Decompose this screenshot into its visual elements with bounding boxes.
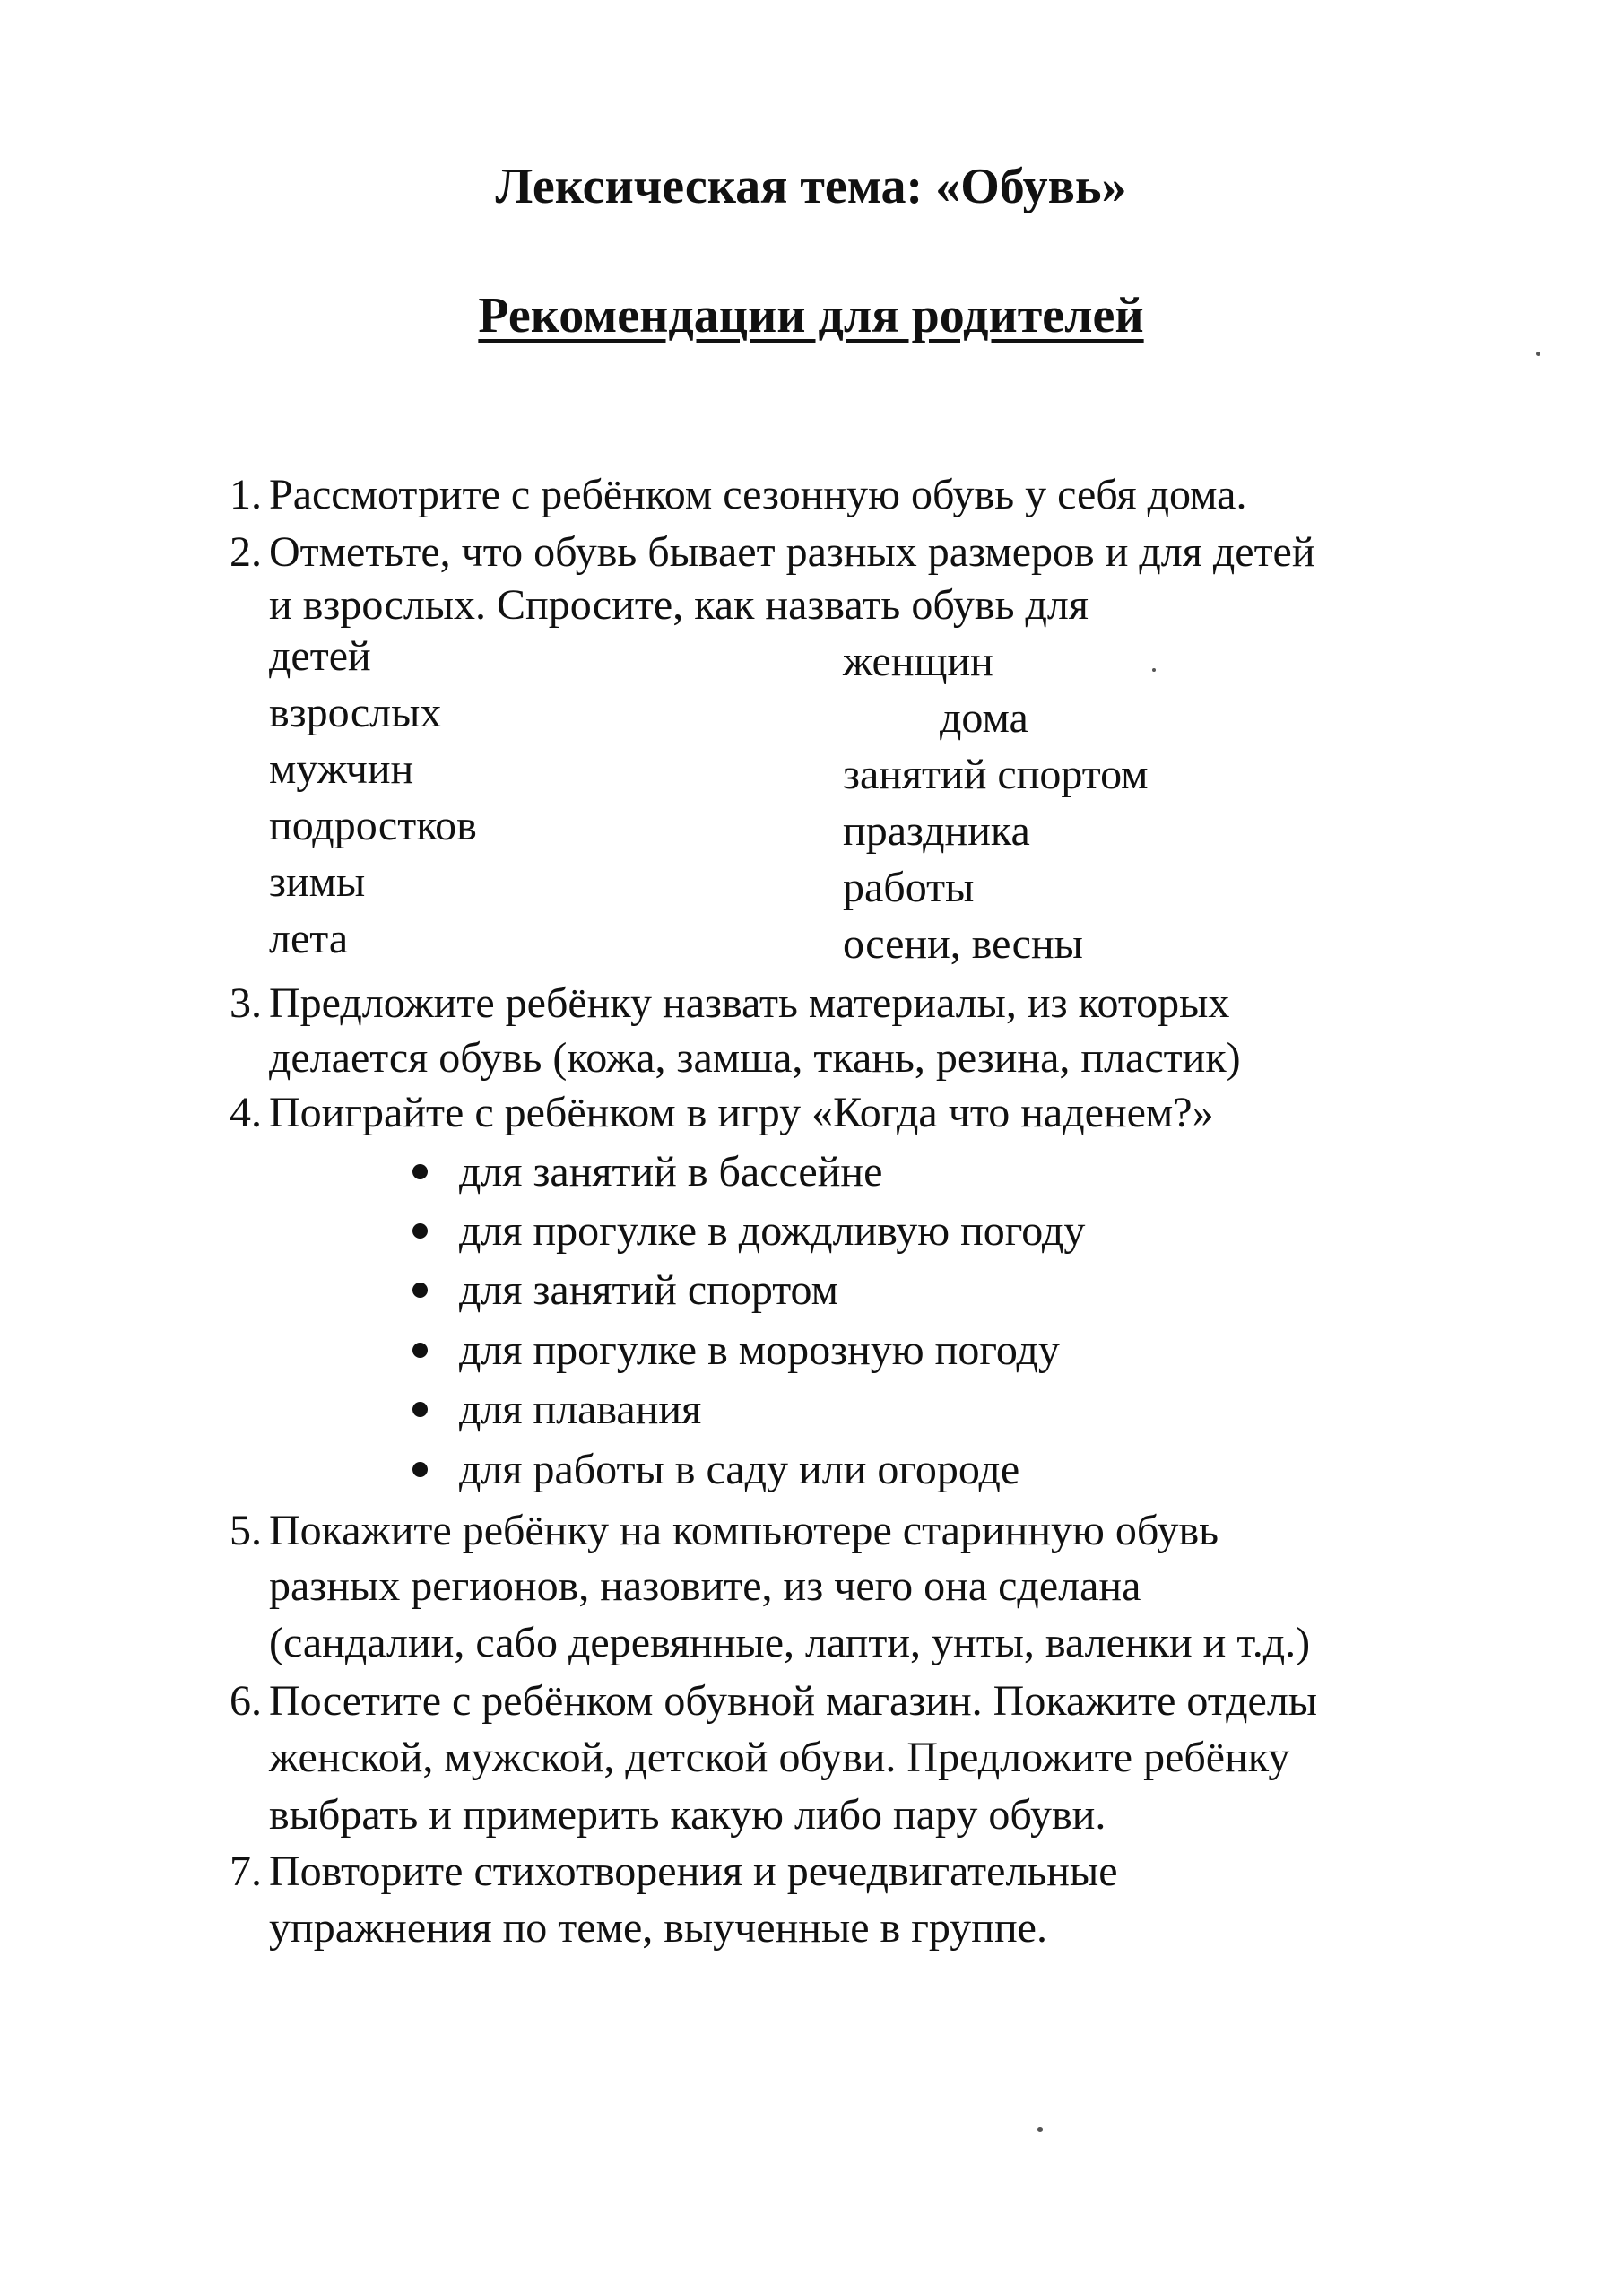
page-subtitle (0, 280, 1622, 352)
item-5-number: 5. (230, 1507, 262, 1554)
bullet-item: для прогулке в дождливую погоду (459, 1207, 1086, 1255)
bullet-item: для прогулке в морозную погоду (459, 1326, 1060, 1374)
item-5-line-2: разных регионов, назовите, из чего она сделана (269, 1562, 1141, 1610)
item-1-number: 1. (230, 471, 262, 518)
bullet-icon (412, 1402, 428, 1417)
right-column-item: женщин (843, 638, 993, 685)
right-column-item: дома (940, 694, 1028, 742)
item-7-number: 7. (230, 1848, 262, 1895)
right-column-item: праздника (843, 807, 1030, 855)
item-7-line-1: Повторите стихотворения и речедвигательные (269, 1848, 1118, 1895)
bullet-item: для плавания (459, 1386, 702, 1433)
left-column-item: детей (269, 632, 371, 680)
left-column-item: зимы (269, 858, 366, 906)
bullet-item: для занятий спортом (459, 1266, 838, 1314)
left-column-item: взрослых (269, 689, 442, 736)
item-4-line-1: Поиграйте с ребёнком в игру «Когда что наденем?» (269, 1089, 1214, 1136)
item-3-line-2: делается обувь (кожа, замша, ткань, резина, пластик) (269, 1034, 1241, 1082)
left-column-item: подростков (269, 802, 477, 849)
bullet-icon (412, 1343, 428, 1358)
left-column-item: лета (269, 915, 349, 962)
page-title: Лексическая тема: «Обувь» (495, 159, 1127, 214)
item-2-number: 2. (230, 528, 262, 576)
item-2-line-1: Отметьте, что обувь бывает разных размеров и для детей (269, 528, 1315, 576)
left-column-item: мужчин (269, 745, 414, 793)
item-6-line-2: женской, мужской, детской обуви. Предложите ребёнку (269, 1734, 1290, 1781)
scan-speck (1037, 2127, 1043, 2132)
item-4-number: 4. (230, 1089, 262, 1136)
item-3-line-1: Предложите ребёнку назвать материалы, из которых (269, 979, 1230, 1027)
bullet-item: для занятий в бассейне (459, 1148, 883, 1196)
bullet-icon (412, 1462, 428, 1477)
bullet-icon (412, 1223, 428, 1239)
item-5-line-3: (сандалии, сабо деревянные, лапти, унты, валенки и т.д.) (269, 1619, 1311, 1666)
right-column-item: работы (843, 864, 975, 911)
bullet-item: для работы в саду или огороде (459, 1446, 1020, 1493)
item-5-line-1: Покажите ребёнку на компьютере старинную обувь (269, 1507, 1219, 1554)
scan-speck (1152, 668, 1156, 672)
right-column-item: осени, весны (843, 920, 1083, 968)
scan-speck (1536, 352, 1540, 356)
item-6-line-3: выбрать и примерить какую либо пару обуви. (269, 1791, 1106, 1839)
item-3-number: 3. (230, 979, 262, 1027)
right-column-item: занятий спортом (843, 751, 1149, 798)
item-2-line-2: и взрослых. Спросите, как назвать обувь для (269, 581, 1089, 629)
bullet-icon (412, 1283, 428, 1298)
item-6-line-1: Посетите с ребёнком обувной магазин. Покажите отделы (269, 1677, 1318, 1725)
bullet-icon (412, 1164, 428, 1179)
subtitle-text: Рекомендации для родителей (478, 288, 1144, 344)
item-6-number: 6. (230, 1677, 262, 1725)
item-7-line-2: упражнения по теме, выученные в группе. (269, 1904, 1047, 1952)
item-1-line-1: Рассмотрите с ребёнком сезонную обувь у себя дома. (269, 471, 1247, 518)
